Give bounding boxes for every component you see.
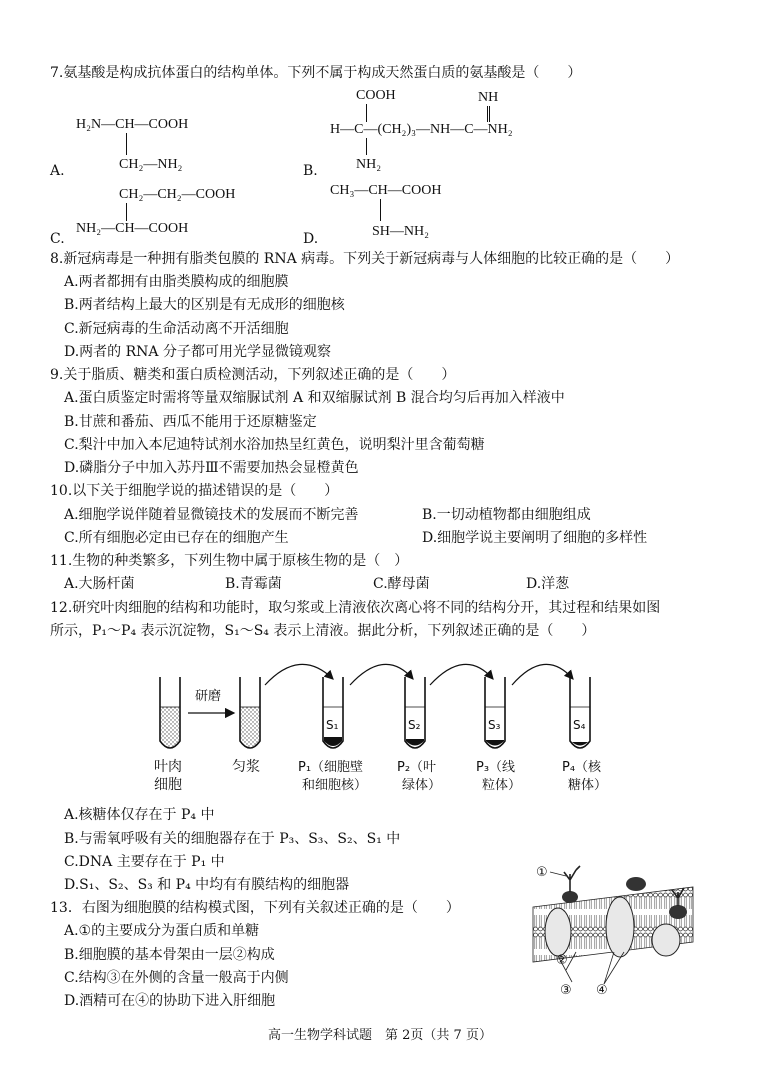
- protein-6: [669, 905, 687, 919]
- q11-stem: 11.生物的种类繁多，下列生物中属于原核生物的是（ ）: [50, 553, 409, 569]
- q9-option-c: C.梨汁中加入本尼迪特试剂水浴加热呈红黄色，说明梨汁里含葡萄糖: [64, 437, 485, 453]
- protein-1: [545, 908, 571, 956]
- q8-option-a: A.两者都拥有由脂类膜构成的细胞膜: [64, 274, 289, 290]
- q7-d-bottom: SH—NH₂: [372, 224, 429, 239]
- q11-option-c: C.酵母菌: [373, 576, 430, 592]
- protein-5: [562, 891, 578, 903]
- tube-label-1: 叶肉: [154, 759, 182, 775]
- q7-c-bottom: NH₂—CH—COOH: [76, 221, 189, 236]
- q12-stem-line1: 12.研究叶肉细胞的结构和功能时，取匀浆或上清液依次离心将不同的结构分开，其过程和结果如图: [50, 600, 661, 616]
- tube-mesophyll: [160, 677, 180, 748]
- p3-label-line1: P₃（线: [476, 760, 516, 775]
- q11-option-b: B.青霉菌: [225, 576, 282, 592]
- p4-label-line1: P₄（核: [562, 760, 602, 775]
- q10-stem: 10.以下关于细胞学说的描述错误的是（ ）: [50, 483, 339, 499]
- q12-option-d: D.S₁、S₂、S₃ 和 P₄ 中均有有膜结构的细胞器: [64, 877, 350, 893]
- q12-option-a: A.核糖体仅存在于 P₄ 中: [64, 807, 215, 823]
- q8-option-d: D.两者的 RNA 分子都可用光学显微镜观察: [64, 344, 331, 360]
- s1-label: S₁: [326, 718, 339, 732]
- q13-option-d: D.酒精可在④的协助下进入肝细胞: [64, 993, 276, 1009]
- q7-b-bond-top: [366, 104, 367, 122]
- q13-option-c: C.结构③在外侧的含量一般高于内侧: [64, 970, 289, 986]
- page-footer: 高一生物学科试题 第 2页（共 7 页）: [268, 1028, 492, 1043]
- grind-label: 研磨: [195, 689, 222, 704]
- q13-option-b: B.细胞膜的基本骨架由一层②构成: [64, 947, 275, 963]
- q10-option-a: A.细胞学说伴随着显微镜技术的发展而不断完善: [64, 507, 359, 523]
- q8-stem: 8.新冠病毒是一种拥有脂类包膜的 RNA 病毒。下列关于新冠病毒与人体细胞的比较正确的是（ ）: [50, 251, 680, 267]
- q7-stem: 7.氨基酸是构成抗体蛋白的结构单体。下列不属于构成天然蛋白质的氨基酸是（ ）: [50, 65, 582, 81]
- q9-option-b: B.甘蔗和番茄、西瓜不能用于还原糖鉴定: [64, 414, 317, 430]
- q12-option-c: C.DNA 主要存在于 P₁ 中: [64, 854, 225, 870]
- tube-s4: [570, 677, 590, 748]
- q7-option-a-label: A.: [50, 163, 65, 179]
- q8-option-c: C.新冠病毒的生命活动离不开活细胞: [64, 321, 289, 337]
- q10-option-c: C.所有细胞必定由已存在的细胞产生: [64, 530, 289, 546]
- q11-option-d: D.洋葱: [526, 576, 570, 592]
- s3-label: S₃: [488, 718, 501, 732]
- q7-d-top: CH₃—CH—COOH: [330, 183, 442, 198]
- q9-option-a: A.蛋白质鉴定时需将等量双缩脲试剂 A 和双缩脲试剂 B 混合均匀后再加入样液中: [64, 390, 565, 406]
- cell-membrane-figure: [528, 852, 708, 1002]
- q7-c-bond: [126, 203, 127, 221]
- centrifugation-figure: [140, 645, 640, 795]
- tube-s3: [485, 677, 505, 748]
- q10-option-b: B.一切动植物都由细胞组成: [422, 507, 591, 523]
- q7-a-bond: [126, 133, 127, 155]
- q12-stem-line2: 所示，P₁～P₄ 表示沉淀物，S₁～S₄ 表示上清液。据此分析，下列叙述正确的是（ ）: [50, 623, 596, 639]
- tube-homogenate: [240, 677, 260, 748]
- tube-label-3: 匀浆: [232, 759, 260, 775]
- q9-stem: 9.关于脂质、糖类和蛋白质检测活动，下列叙述正确的是（ ）: [50, 367, 456, 383]
- q7-b-double-bond: [487, 106, 490, 122]
- q7-b-middle: H—C—(CH₂)₃—NH—C—NH₂: [330, 122, 513, 137]
- arc-arrow-3: [430, 664, 493, 685]
- q7-d-bond: [380, 199, 381, 221]
- q9-option-d: D.磷脂分子中加入苏丹Ⅲ不需要加热会显橙黄色: [64, 460, 359, 476]
- p1-label-line2: 和细胞核）: [302, 778, 368, 793]
- label-1: ①: [536, 865, 548, 880]
- arc-arrow-4: [512, 664, 573, 685]
- protein-3: [652, 924, 680, 956]
- q7-c-top: CH₂—CH₂—COOH: [119, 187, 236, 202]
- q7-option-c-label: C.: [50, 231, 65, 247]
- protein-4: [626, 877, 646, 891]
- p4-label-line2: 糖体）: [568, 778, 608, 793]
- arc-arrow-2: [350, 664, 413, 685]
- q7-b-top: COOH: [356, 88, 396, 103]
- q13-option-a: A.①的主要成分为蛋白质和单糖: [64, 923, 260, 939]
- q7-b-bond-bottom: [366, 138, 367, 155]
- label-3: ③: [560, 983, 572, 998]
- label-4: ④: [596, 983, 608, 998]
- q7-b-bottom: NH₂: [356, 157, 382, 172]
- p2-label-line1: P₂（叶: [397, 760, 437, 775]
- tube-s1: [323, 677, 343, 748]
- q10-option-d: D.细胞学说主要阐明了细胞的多样性: [422, 530, 648, 546]
- p1-label-line1: P₁（细胞壁: [298, 760, 364, 775]
- p3-label-line2: 粒体）: [482, 778, 522, 793]
- q12-option-b: B.与需氧呼吸有关的细胞器存在于 P₃、S₃、S₂、S₁ 中: [64, 831, 401, 847]
- q7-b-right-top: NH: [478, 90, 499, 105]
- q8-option-b: B.两者结构上最大的区别是有无成形的细胞核: [64, 297, 345, 313]
- glycoprotein: [564, 866, 580, 892]
- tube-s2: [405, 677, 425, 748]
- label-2: ②: [556, 953, 568, 968]
- q7-option-b-label: B.: [303, 163, 318, 179]
- q13-stem: 13．右图为细胞膜的结构模式图，下列有关叙述正确的是（ ）: [50, 900, 460, 916]
- s2-label: S₂: [408, 718, 421, 732]
- protein-2: [606, 897, 634, 957]
- q7-a-bottom: CH₂—NH₂: [119, 157, 183, 172]
- p2-label-line2: 绿体）: [402, 778, 442, 793]
- q7-option-d-label: D.: [303, 231, 319, 247]
- q7-a-top: H₂N—CH—COOH: [76, 117, 189, 132]
- s4-label: S₄: [573, 718, 586, 732]
- q11-option-a: A.大肠杆菌: [64, 576, 135, 592]
- tube-label-2: 细胞: [154, 777, 182, 793]
